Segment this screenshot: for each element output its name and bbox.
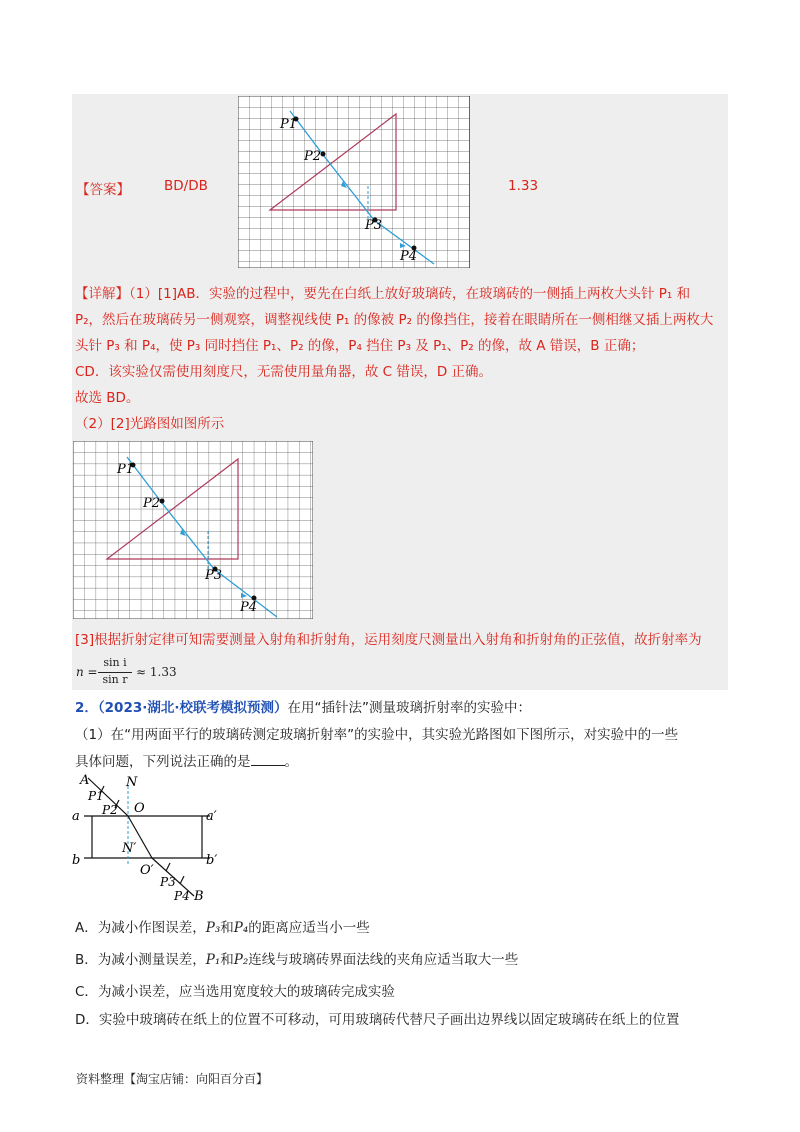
option-symbol: P₁ xyxy=(205,952,221,968)
formula-numerator: sin i xyxy=(103,656,127,669)
option-b[interactable] xyxy=(75,950,518,970)
detail-line-1 xyxy=(75,284,690,304)
pin-p2 xyxy=(160,499,165,504)
question-stem: 在用“插针法”测量玻璃折射率的实验中： xyxy=(287,700,531,716)
label-p4: P4 xyxy=(400,249,418,264)
option-text: 为减小测量误差， xyxy=(97,952,206,968)
option-c[interactable] xyxy=(75,982,395,1002)
option-text: 实验中玻璃砖在纸上的位置不可移动，可用玻璃砖代替尺子画出边界线以固定玻璃砖在纸上的位置 xyxy=(98,1012,680,1028)
option-key: B． xyxy=(75,952,98,968)
label-b: b xyxy=(72,853,81,868)
label-p1: P1 xyxy=(88,789,104,803)
detail-line-3: 头针 P₃ 和 P₄，使 P₃ 同时挡住 P₁、P₂ 的像，P₄ 挡住 P₃ 及 P₁、P₂ 的像，故 A 错误，B 正确； xyxy=(75,338,645,354)
answer-blank[interactable] xyxy=(251,751,285,766)
formula-denominator: sin r xyxy=(102,673,128,686)
detail-line-7: [3]根据折射定律可知需要测量入射角和折射角，运用刻度尺测量出入射角和折射角的正弦值，故折射率为 xyxy=(75,632,702,648)
label-b-point: B xyxy=(194,889,204,904)
glass-slab-figure xyxy=(70,772,240,908)
label-a-point: A xyxy=(80,773,90,788)
pin-p3 xyxy=(166,863,170,871)
answer-part3: 1.33 xyxy=(508,178,539,194)
answer-label: 【答案】 xyxy=(76,182,130,198)
part1-text: 具体问题，下列说法正确的是 xyxy=(75,754,251,770)
option-text: 为减小作图误差， xyxy=(97,920,206,936)
light-path-svg-detail xyxy=(73,441,313,619)
option-d[interactable] xyxy=(75,1010,679,1030)
option-text: 为减小误差，应当选用宽度较大的玻璃砖完成实验 xyxy=(97,984,395,1000)
option-text: 和 xyxy=(220,920,234,936)
detail-line-2: P₂，然后在玻璃砖另一侧观察，调整视线使 P₁ 的像被 P₂ 的像挡住，接着在眼睛所在一侧相继又插上两枚大 xyxy=(75,312,714,328)
option-key: D． xyxy=(75,1012,99,1028)
option-symbol: P₂ xyxy=(233,952,249,968)
option-symbol: P₃ xyxy=(205,920,221,936)
label-a-prime: a′ xyxy=(206,809,217,824)
pin-p4 xyxy=(180,876,184,884)
label-p3: P3 xyxy=(205,568,223,583)
label-p3: P3 xyxy=(365,218,383,233)
label-p2: P2 xyxy=(143,496,161,511)
label-p2: P2 xyxy=(304,149,322,164)
label-a: a xyxy=(72,809,80,824)
label-n: N xyxy=(126,775,138,790)
detail-line-6: （2）[2]光路图如图所示 xyxy=(75,416,225,432)
option-text: 的距离应适当小一些 xyxy=(248,920,370,936)
option-key: C． xyxy=(75,984,98,1000)
label-n-prime: N′ xyxy=(122,841,137,856)
pin-p2 xyxy=(321,152,326,157)
answer-part1: BD/DB xyxy=(164,178,208,194)
question-source: （2023·湖北·校联考模拟预测） xyxy=(97,700,288,716)
option-text: 和 xyxy=(220,952,234,968)
detail-line-5: 故选 BD。 xyxy=(75,390,140,406)
option-text: 连线与玻璃砖界面法线的夹角应适当取大一些 xyxy=(248,952,519,968)
formula-result: ≈ 1.33 xyxy=(136,665,177,679)
label-p4: P4 xyxy=(174,889,190,903)
detail-line-4: CD．该实验仅需使用刻度尺，无需使用量角器，故 C 错误，D 正确。 xyxy=(75,364,493,380)
formula-n: n = xyxy=(76,665,98,679)
footer-note: 资料整理【淘宝店铺：向阳百分百】 xyxy=(76,1072,269,1086)
light-path-figure-top xyxy=(238,96,470,268)
question2-part1-line1: （1）在“用两面平行的玻璃砖测定玻璃折射率”的实验中，其实验光路图如下图所示，对实验中的一些 xyxy=(75,727,679,743)
light-path-svg-top xyxy=(238,96,470,268)
label-p1: P1 xyxy=(117,462,135,477)
part1-end: 。 xyxy=(284,754,298,770)
label-p3: P3 xyxy=(160,875,176,889)
detail-label: 【详解】 xyxy=(75,286,129,302)
option-a[interactable] xyxy=(75,918,370,938)
light-path-figure-detail xyxy=(73,441,313,619)
label-p4: P4 xyxy=(240,600,258,615)
label-b-prime: b′ xyxy=(206,853,218,868)
option-key: A． xyxy=(75,920,98,936)
question2-header xyxy=(75,698,531,718)
detail-text-1: （1）[1]AB．实验的过程中，要先在白纸上放好玻璃砖，在玻璃砖的一侧插上两枚大头针 P₁ 和 xyxy=(129,286,691,302)
label-o: O xyxy=(134,801,145,816)
label-o-prime: O′ xyxy=(140,863,154,878)
option-symbol: P₄ xyxy=(233,920,249,936)
question2-part1-line2 xyxy=(75,751,298,772)
glass-slab-svg xyxy=(70,772,240,908)
label-p2: P2 xyxy=(102,803,118,817)
question-number: 2． xyxy=(75,700,98,716)
label-p1: P1 xyxy=(280,117,298,132)
